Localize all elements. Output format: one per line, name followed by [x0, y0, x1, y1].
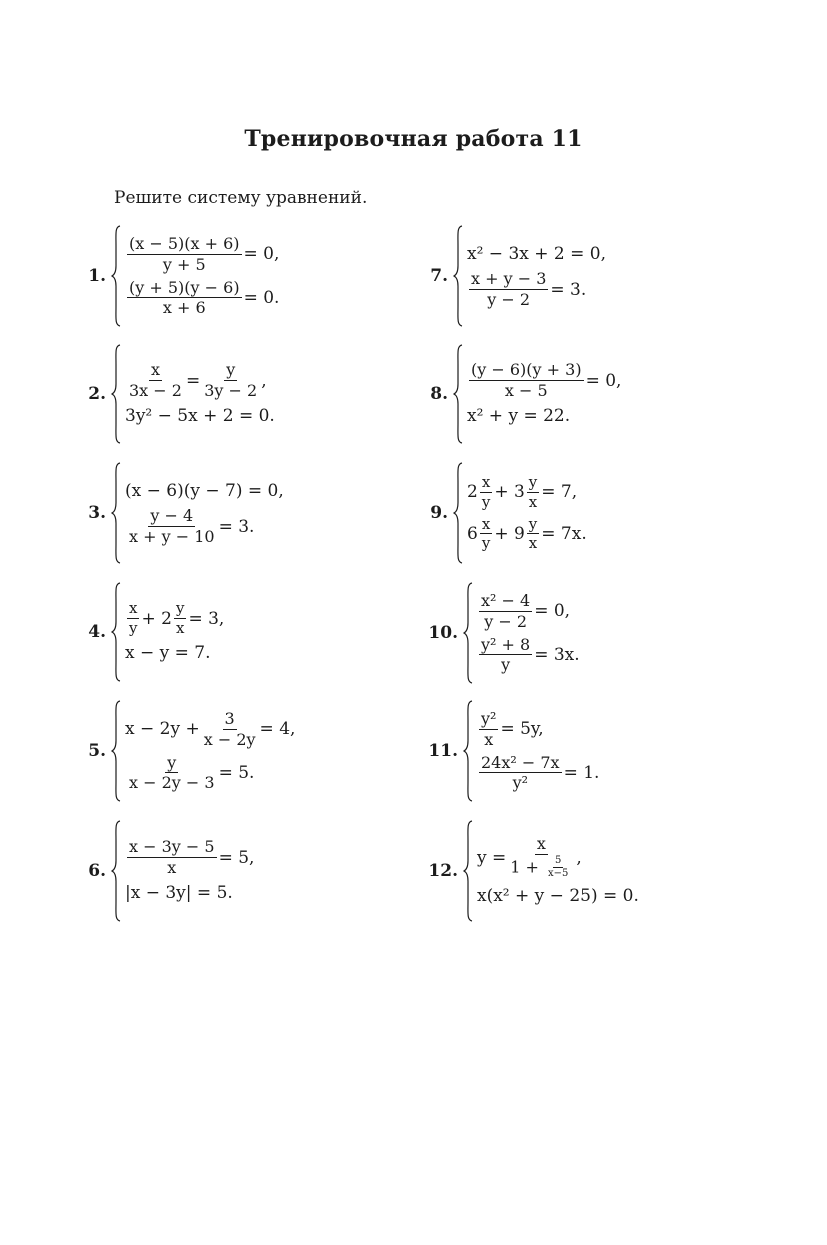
numerator: x — [536, 834, 546, 854]
denominator — [508, 855, 574, 880]
instruction-text: Решите систему уравнений. — [114, 188, 368, 208]
equation-1 — [125, 480, 284, 502]
equation-system — [125, 235, 279, 318]
numerator: y — [226, 360, 236, 380]
lhs-prefix: y = — [477, 847, 507, 868]
equation-system — [467, 361, 621, 427]
equation-text: x(x² + y − 25) = 0. — [477, 885, 639, 906]
left-brace-icon — [111, 582, 121, 682]
problem-7 — [420, 225, 606, 327]
denominator: 3x − 2 — [129, 381, 182, 400]
equation-2 — [477, 754, 599, 793]
equation-1 — [477, 710, 599, 749]
fraction — [469, 270, 548, 309]
problem-number: 8. — [430, 384, 448, 404]
equation-1 — [477, 592, 580, 631]
equation-2 — [125, 754, 295, 793]
fraction — [127, 507, 217, 546]
numerator: y − 4 — [150, 506, 194, 526]
equation-1 — [477, 835, 639, 880]
problem-number: 3. — [88, 503, 106, 523]
fraction — [479, 636, 532, 675]
problem-number: 12. — [428, 861, 458, 881]
left-brace-icon — [463, 700, 473, 802]
problem-1 — [78, 225, 279, 327]
equation-2 — [477, 885, 639, 907]
nested-fraction — [546, 856, 570, 880]
fraction — [202, 710, 258, 749]
denominator: x − 2y − 3 — [129, 773, 215, 793]
equation-system — [467, 474, 587, 552]
rhs: = 7x. — [541, 523, 587, 544]
fraction — [127, 279, 242, 318]
equation-system — [125, 480, 284, 546]
problem-6 — [78, 820, 254, 922]
page-title: Тренировочная работа 11 — [244, 126, 583, 152]
left-brace-icon — [453, 225, 463, 327]
numerator: y² + 8 — [481, 634, 531, 654]
equation-text: 3y² − 5x + 2 = 0. — [125, 405, 275, 426]
fraction — [127, 754, 217, 793]
numerator: (x − 5)(x + 6) — [129, 233, 240, 253]
rhs: = 5y, — [500, 719, 544, 740]
fraction — [202, 361, 259, 400]
equation-1 — [125, 600, 224, 637]
numerator: y² — [481, 708, 497, 728]
equation-1 — [125, 710, 295, 749]
rhs: = 3, — [188, 608, 225, 629]
problem-4 — [78, 582, 224, 682]
numerator: x — [129, 599, 138, 618]
equation-1 — [125, 235, 279, 274]
rhs: = 0, — [585, 370, 622, 391]
rhs: = 5. — [218, 762, 255, 783]
denominator: x — [528, 492, 538, 511]
left-brace-icon — [453, 344, 463, 444]
equation-system — [125, 361, 275, 427]
equation-system — [125, 838, 254, 904]
equation-2 — [467, 516, 587, 553]
left-brace-icon — [111, 225, 121, 327]
numerator: x − 3y − 5 — [129, 837, 215, 857]
left-brace-icon — [111, 700, 121, 802]
equation-2 — [125, 279, 279, 318]
problem-8 — [420, 344, 621, 444]
numerator: x + y − 3 — [471, 269, 547, 289]
problem-number: 10. — [428, 623, 458, 643]
coefficient: 6 — [467, 523, 478, 544]
rhs: = 5, — [218, 847, 255, 868]
problem-5 — [78, 700, 295, 802]
left-brace-icon — [463, 820, 473, 922]
denominator: x + y − 10 — [129, 527, 215, 546]
left-brace-icon — [111, 462, 121, 564]
equation-2 — [125, 507, 284, 546]
equation-2 — [125, 642, 224, 664]
fraction — [469, 361, 584, 400]
equation-1 — [125, 838, 254, 877]
fraction — [527, 516, 539, 553]
rhs: = 4, — [259, 719, 296, 740]
denominator: x — [175, 619, 185, 637]
equation-system — [477, 710, 599, 793]
rhs: = 0, — [243, 244, 280, 265]
equation-text: x − y = 7. — [125, 642, 211, 663]
equation-1 — [467, 474, 587, 511]
equation-system — [125, 600, 224, 664]
equation-text: (x − 6)(y − 7) = 0, — [125, 481, 284, 502]
problem-number: 4. — [88, 622, 106, 642]
rhs: = 1. — [563, 762, 600, 783]
equation-2 — [477, 636, 580, 675]
numerator: y — [528, 472, 538, 491]
equation-system — [467, 243, 606, 309]
denominator: y² — [512, 773, 529, 793]
fraction — [174, 600, 186, 637]
operator: + 2 — [141, 608, 172, 629]
left-brace-icon — [463, 582, 473, 684]
denominator: x — [167, 858, 177, 877]
rhs: = 7, — [541, 482, 578, 503]
denominator: y — [501, 655, 511, 675]
equation-text: x² − 3x + 2 = 0, — [467, 244, 606, 265]
equation-1 — [467, 361, 621, 400]
numerator: (y + 5)(y − 6) — [129, 277, 240, 297]
numerator: y — [175, 599, 185, 618]
rhs: = 3. — [550, 279, 587, 300]
equation-2 — [125, 882, 254, 904]
denominator-prefix: 1 + — [510, 857, 539, 877]
equation-text: x² + y = 22. — [467, 405, 571, 426]
fraction — [479, 754, 562, 793]
denominator: x − 2y — [203, 729, 256, 749]
rhs: = 0. — [243, 287, 280, 308]
denominator: x − 5 — [504, 381, 548, 400]
operator: + 3 — [494, 482, 525, 503]
equation-2 — [125, 405, 275, 427]
problem-number: 7. — [430, 266, 448, 286]
numerator: 24x² − 7x — [481, 752, 560, 772]
equation-1 — [125, 361, 275, 400]
equation-text: |x − 3y| = 5. — [125, 882, 233, 903]
left-brace-icon — [453, 462, 463, 564]
punctuation: , — [261, 370, 267, 391]
fraction — [479, 710, 498, 749]
problem-3 — [78, 462, 284, 564]
fraction — [480, 474, 492, 511]
denominator: y — [481, 534, 491, 553]
numerator: x — [481, 472, 491, 491]
lhs-prefix: x − 2y + — [125, 719, 200, 740]
punctuation: , — [576, 847, 582, 868]
equation-2 — [467, 270, 606, 309]
fraction — [127, 600, 139, 637]
numerator: x — [481, 514, 491, 533]
equation-system — [477, 835, 639, 907]
denominator: y — [481, 492, 491, 511]
equation-2 — [467, 405, 621, 427]
problem-12 — [420, 820, 639, 922]
fraction — [527, 474, 539, 511]
denominator: y + 5 — [162, 254, 206, 274]
denominator: 3y − 2 — [204, 381, 258, 400]
fraction — [127, 361, 184, 400]
fraction — [508, 835, 574, 880]
equation-1 — [467, 243, 606, 265]
problem-number: 1. — [88, 266, 106, 286]
denominator: x — [528, 534, 538, 553]
problem-11 — [420, 700, 599, 802]
numerator: y — [167, 752, 177, 772]
operator: + 9 — [494, 523, 525, 544]
rhs: = 0, — [534, 601, 571, 622]
fraction — [127, 838, 217, 877]
left-brace-icon — [111, 820, 121, 922]
numerator: 3 — [224, 708, 235, 728]
coefficient: 2 — [467, 482, 478, 503]
problem-10 — [420, 582, 580, 684]
equation-system — [125, 710, 295, 793]
problem-2 — [78, 344, 275, 444]
equation-system — [477, 592, 580, 675]
denominator: x — [484, 729, 494, 749]
denominator: y − 2 — [484, 611, 527, 631]
problem-number: 9. — [430, 503, 448, 523]
numerator: y — [528, 514, 538, 533]
numerator: x² − 4 — [481, 590, 531, 610]
numerator: (y − 6)(y + 3) — [471, 360, 582, 380]
denominator: y − 2 — [487, 290, 531, 309]
denominator: y — [129, 619, 138, 637]
denominator: x−5 — [548, 868, 569, 880]
problem-number: 5. — [88, 741, 106, 761]
problem-9 — [420, 462, 587, 564]
problem-number: 6. — [88, 861, 106, 881]
rhs: = 3. — [218, 516, 255, 537]
fraction — [479, 592, 532, 631]
denominator: x + 6 — [162, 298, 206, 318]
fraction — [480, 516, 492, 553]
problem-number: 2. — [88, 384, 106, 404]
numerator: 5 — [553, 856, 563, 869]
operator: = — [185, 370, 201, 391]
left-brace-icon — [111, 344, 121, 444]
rhs: = 3x. — [534, 644, 580, 665]
problem-number: 11. — [428, 741, 458, 761]
numerator: x — [150, 360, 160, 380]
fraction — [127, 235, 242, 274]
